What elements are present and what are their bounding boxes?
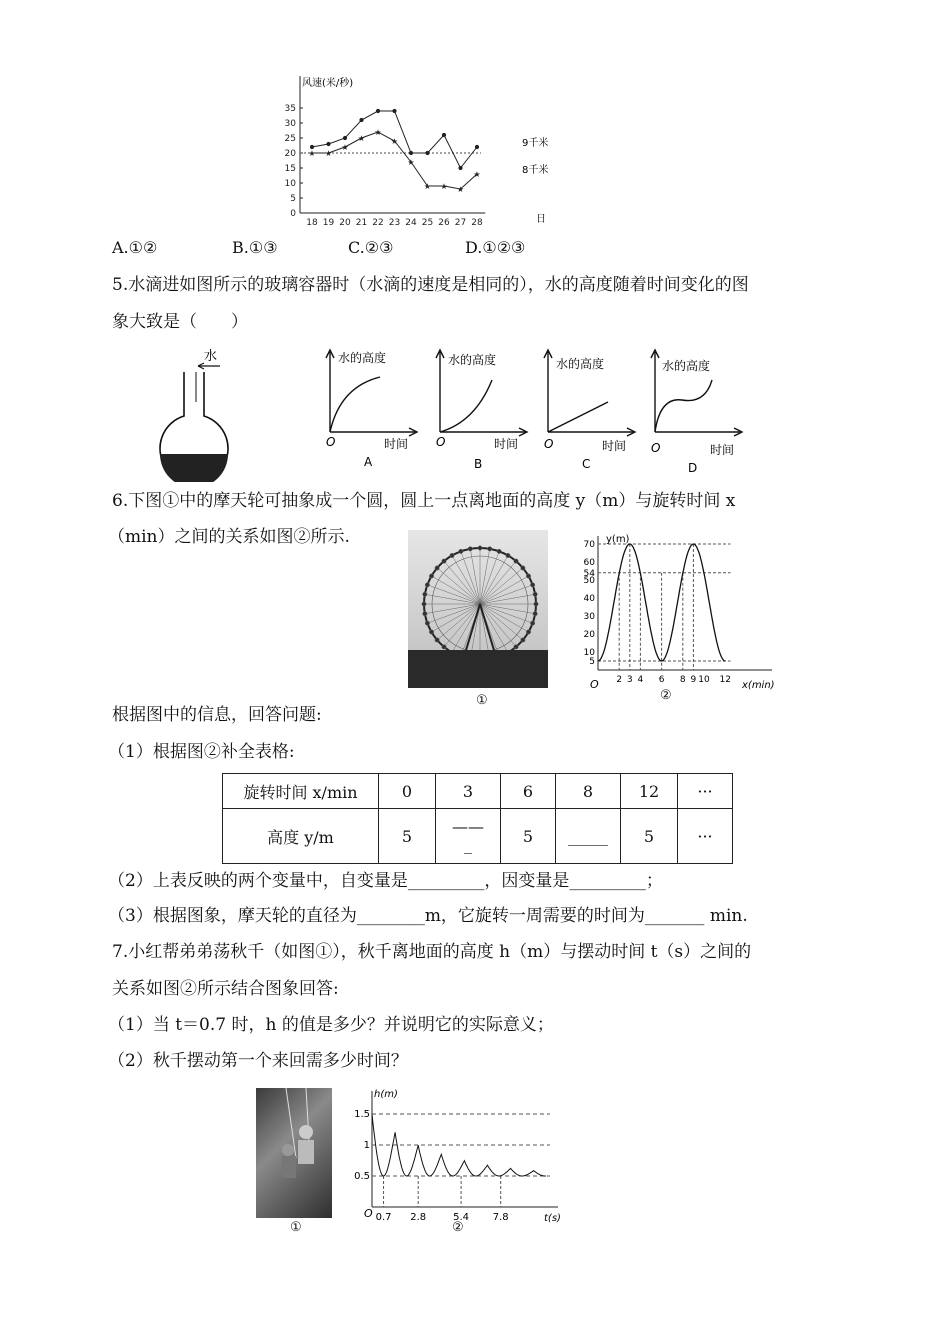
option-a: A.①② [112, 238, 158, 257]
x-tick-label: 2.8 [410, 1212, 427, 1223]
y-tick-label: 35 [284, 104, 296, 114]
y-tick-label: 30 [583, 612, 595, 622]
x-tick-label: 3 [626, 675, 633, 685]
y-tick-label: 40 [583, 594, 595, 604]
y-tick-label: 70 [583, 540, 595, 550]
x-tick-label: 24 [405, 218, 417, 228]
wind-speed-chart [282, 72, 562, 232]
q5-line2: 象大致是（ ） [112, 312, 248, 332]
swing-icon [256, 1088, 332, 1218]
series-8km-point: ★ [308, 149, 316, 158]
gondola [435, 566, 439, 570]
swing-photo [256, 1088, 332, 1218]
series-9km-point [343, 136, 346, 139]
x-tick-label: 9 [690, 675, 697, 685]
y-tick-label: 20 [583, 630, 595, 640]
graph-c-ylabel: 水的高度 [556, 357, 605, 371]
graph-b-letter: B [474, 457, 483, 471]
x-tick-label: 28 [471, 218, 483, 228]
table-cell: 5 [501, 809, 556, 864]
flask-water-label: 水 [204, 349, 218, 364]
gondola [514, 645, 518, 649]
x-tick-label: 23 [388, 218, 401, 228]
gondola [521, 638, 525, 642]
x-tick-label: 21 [355, 218, 368, 228]
series-9km-point [426, 151, 429, 154]
swing-xlabel: t(s) [544, 1213, 561, 1224]
data-table [222, 773, 733, 864]
x-tick-label: 26 [438, 218, 450, 228]
x-tick-label: 0.7 [375, 1212, 392, 1223]
series-8km-point: ★ [440, 182, 448, 191]
series-9km-point [442, 133, 445, 136]
ferris-origin: O [590, 678, 599, 691]
q6-fig1-label: ① [476, 693, 488, 708]
q7-fig2-label: ② [452, 1220, 464, 1235]
x-tick-label: 27 [454, 218, 467, 228]
x-tick-label: 18 [306, 218, 318, 228]
series-9km-point [475, 145, 478, 148]
series-9km-point [459, 166, 462, 169]
y-tick-label: 10 [284, 179, 296, 189]
y-tick-label: 30 [284, 119, 296, 129]
y-tick-label: 5 [290, 194, 296, 204]
gondola [423, 592, 427, 596]
gondola [435, 638, 439, 642]
x-tick-label: 5.4 [453, 1212, 470, 1223]
table-cell: 12 [621, 774, 678, 809]
y-tick-label: 0 [290, 209, 296, 219]
table-row [223, 809, 733, 864]
ferris-xlabel: x(min) [742, 680, 775, 691]
x-tick-label: 19 [322, 218, 335, 228]
gondola [425, 621, 429, 625]
gondola [530, 621, 534, 625]
gondola [514, 559, 518, 563]
gondola [521, 566, 525, 570]
q7-fig1-label: ① [290, 1220, 302, 1235]
graph-c-origin: O [544, 437, 554, 451]
series-8km-point: ★ [324, 149, 333, 158]
gondola [533, 612, 537, 616]
series-label-9km: 9千米 [522, 138, 549, 149]
gondola [534, 602, 538, 606]
table-cell: ··· [678, 774, 733, 809]
series-8km-point: ★ [423, 182, 432, 191]
table-cell-blank[interactable]: _____ [556, 809, 621, 864]
series-8km-point: ★ [473, 170, 481, 179]
q6-line2: （min）之间的关系如图②所示. [108, 527, 350, 547]
x-tick-label: 12 [719, 675, 731, 685]
q6-sub3: （3）根据图象，摩天轮的直径为________m，它旋转一周需要的时间为_______ min. [108, 906, 748, 926]
gondola [478, 546, 482, 550]
y-tick-label: 5 [589, 657, 595, 667]
q6-sub2: （2）上表反映的两个变量中，自变量是_________，因变量是_________； [108, 871, 663, 891]
table-cell: 8 [556, 774, 621, 809]
wind-xunit: 日 [536, 214, 546, 225]
gondola [497, 549, 501, 553]
graph-b-xlabel: 时间 [494, 437, 519, 451]
gondola [442, 559, 446, 563]
table-row [223, 774, 733, 809]
y-tick-label: 25 [284, 134, 296, 144]
q6-fig2-label: ② [660, 688, 672, 703]
graph-a-ylabel: 水的高度 [338, 351, 387, 365]
q7-line1: 7.小红帮弟弟荡秋千（如图①），秋千离地面的高度 h（m）与摆动时间 t（s）之间的 [112, 942, 752, 962]
series-9km-point [393, 109, 396, 112]
x-tick-label: 4 [637, 675, 644, 685]
q7-sub2: （2）秋千摆动第一个来回需多少时间？ [108, 1051, 408, 1071]
graph-a-xlabel: 时间 [384, 437, 409, 451]
x-tick-label: 10 [698, 675, 710, 685]
y-tick-label: 50 [583, 576, 595, 586]
swing-ylabel: h(m) [374, 1089, 398, 1100]
ferris-wheel-icon [408, 530, 548, 688]
graph-d-xlabel: 时间 [710, 443, 735, 457]
series-8km-point: ★ [357, 134, 366, 143]
series-9km-point [376, 109, 379, 112]
q6-line1: 6.下图①中的摩天轮可抽象成一个圆，圆上一点离地面的高度 y（m）与旋转时间 x [112, 491, 736, 511]
gondola [468, 547, 472, 551]
table-cell: 6 [501, 774, 556, 809]
graph-a-letter: A [364, 455, 373, 469]
gondola [425, 583, 429, 587]
series-8km-point: ★ [341, 143, 349, 152]
option-graphs [310, 342, 760, 482]
y-tick-label: 0.5 [354, 1171, 370, 1182]
x-tick-label: 25 [421, 218, 434, 228]
q6-intro: 根据图中的信息，回答问题: [112, 705, 322, 725]
series-8km-point: ★ [456, 185, 465, 194]
graph-a-origin: O [326, 435, 336, 449]
x-tick-label: 8 [679, 675, 686, 685]
graph-b-origin: O [436, 435, 446, 449]
swing-origin: O [364, 1207, 373, 1220]
gondola [530, 583, 534, 587]
gondola [533, 592, 537, 596]
ferris-ylabel: y(m) [606, 534, 630, 545]
x-tick-label: 7.8 [492, 1212, 509, 1223]
gondola [429, 630, 433, 634]
table-cell: 0 [379, 774, 436, 809]
table-cell: 旋转时间 x/min [223, 774, 379, 809]
gondola [450, 553, 454, 557]
option-b: B.①③ [232, 238, 278, 257]
series-9km-point [327, 142, 330, 145]
gondola [506, 553, 510, 557]
series-9km-point [409, 151, 412, 154]
table-cell: 高度 y/m [223, 809, 379, 864]
graph-d-origin: O [651, 441, 661, 455]
gondola [423, 612, 427, 616]
gondola [526, 574, 530, 578]
q6-sub1: （1）根据图②补全表格: [108, 742, 295, 762]
q7-line2: 关系如图②所示结合图象回答: [112, 979, 339, 999]
y-tick-label: 60 [583, 558, 595, 568]
q5-line1: 5.水滴进如图所示的玻璃容器时（水滴的速度是相同的），水的高度随着时间变化的图 [112, 275, 749, 295]
height-time-graph [582, 530, 782, 695]
option-d: D.①②③ [465, 238, 526, 257]
y-tick-label: 1.5 [354, 1109, 370, 1120]
x-tick-label: 2 [616, 675, 623, 685]
y-tick-label: 1 [363, 1140, 370, 1151]
table-cell-blank[interactable]: —— _ [436, 809, 501, 864]
graph-c-letter: C [582, 457, 591, 471]
x-tick-label: 20 [339, 218, 351, 228]
series-8km-point: ★ [407, 158, 415, 167]
table-cell: 3 [436, 774, 501, 809]
table-cell: 5 [379, 809, 436, 864]
series-label-8km: 8千米 [522, 165, 549, 176]
option-c: C.②③ [348, 238, 394, 257]
gondola [488, 547, 492, 551]
graph-d-ylabel: 水的高度 [662, 359, 711, 373]
q7-sub1: （1）当 t＝0.7 时，h 的值是多少？并说明它的实际意义； [108, 1015, 554, 1035]
y-tick-label: 54 [583, 568, 595, 579]
graph-b-ylabel: 水的高度 [448, 353, 497, 367]
y-tick-label: 20 [284, 149, 296, 159]
gondola [422, 602, 426, 606]
x-tick-label: 22 [372, 218, 384, 228]
series-8km-point: ★ [374, 128, 382, 137]
gondola [459, 549, 463, 553]
y-tick-label: 15 [284, 164, 296, 174]
glass-flask-figure [150, 342, 250, 482]
table-cell: ··· [678, 809, 733, 864]
swing-height-graph [350, 1085, 565, 1225]
y-tick-label: 10 [583, 648, 595, 658]
graph-d-letter: D [688, 461, 698, 475]
gondola [442, 645, 446, 649]
series-9km-point [360, 118, 363, 121]
wind-ylabel: 风速(米/秒) [302, 78, 354, 89]
table-cell: 5 [621, 809, 678, 864]
graph-c-xlabel: 时间 [602, 439, 627, 453]
gondola [526, 630, 530, 634]
gondola [429, 574, 433, 578]
series-8km-point: ★ [390, 137, 399, 146]
ferris-wheel-photo [408, 530, 548, 688]
x-tick-label: 6 [658, 675, 665, 685]
